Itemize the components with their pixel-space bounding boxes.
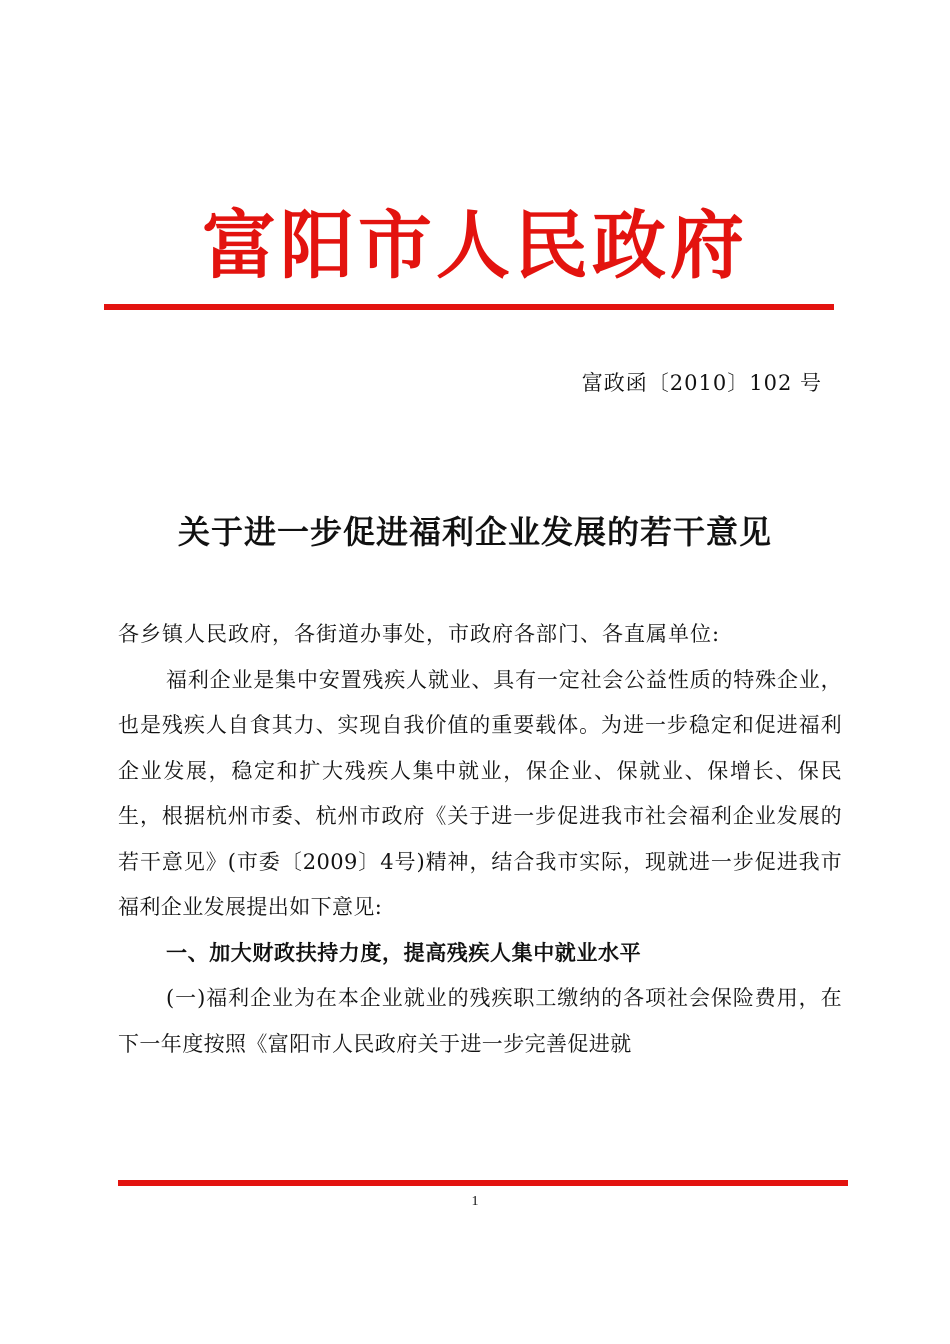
intro-paragraph: 福利企业是集中安置残疾人就业、具有一定社会公益性质的特殊企业，也是残疾人自食其力、实现自我价值的重要载体。为进一步稳定和促进福利企业发展，稳定和扩大残疾人集中就业，保企业、保就业、保增长、保民生，根据杭州市委、杭州市政府《关于进一步促进我市社会福利企业发展的若干意见》(市委〔2009〕4号)精神，结合我市实际，现就进一步促进我市福利企业发展提出如下意见: <box>118 667 842 919</box>
salutation-line: 各乡镇人民政府，各街道办事处，市政府各部门、各直属单位: <box>118 622 721 646</box>
document-number: 富政函〔2010〕102 号 <box>581 371 822 395</box>
masthead-red-rule <box>104 304 834 310</box>
document-body <box>118 612 842 1067</box>
document-title: 关于进一步促进福利企业发展的若干意见 <box>177 513 772 551</box>
page-number: 1 <box>471 1194 479 1209</box>
footer-red-rule <box>118 1180 848 1186</box>
section-1-item-1: (一)福利企业为在本企业就业的残疾职工缴纳的各项社会保险费用，在下一年度按照《富阳市人民政府关于进一步完善促进就 <box>118 986 842 1056</box>
issuer-masthead: 富阳市人民政府 <box>202 203 748 289</box>
section-heading-1: 一、加大财政扶持力度，提高残疾人集中就业水平 <box>166 940 642 965</box>
